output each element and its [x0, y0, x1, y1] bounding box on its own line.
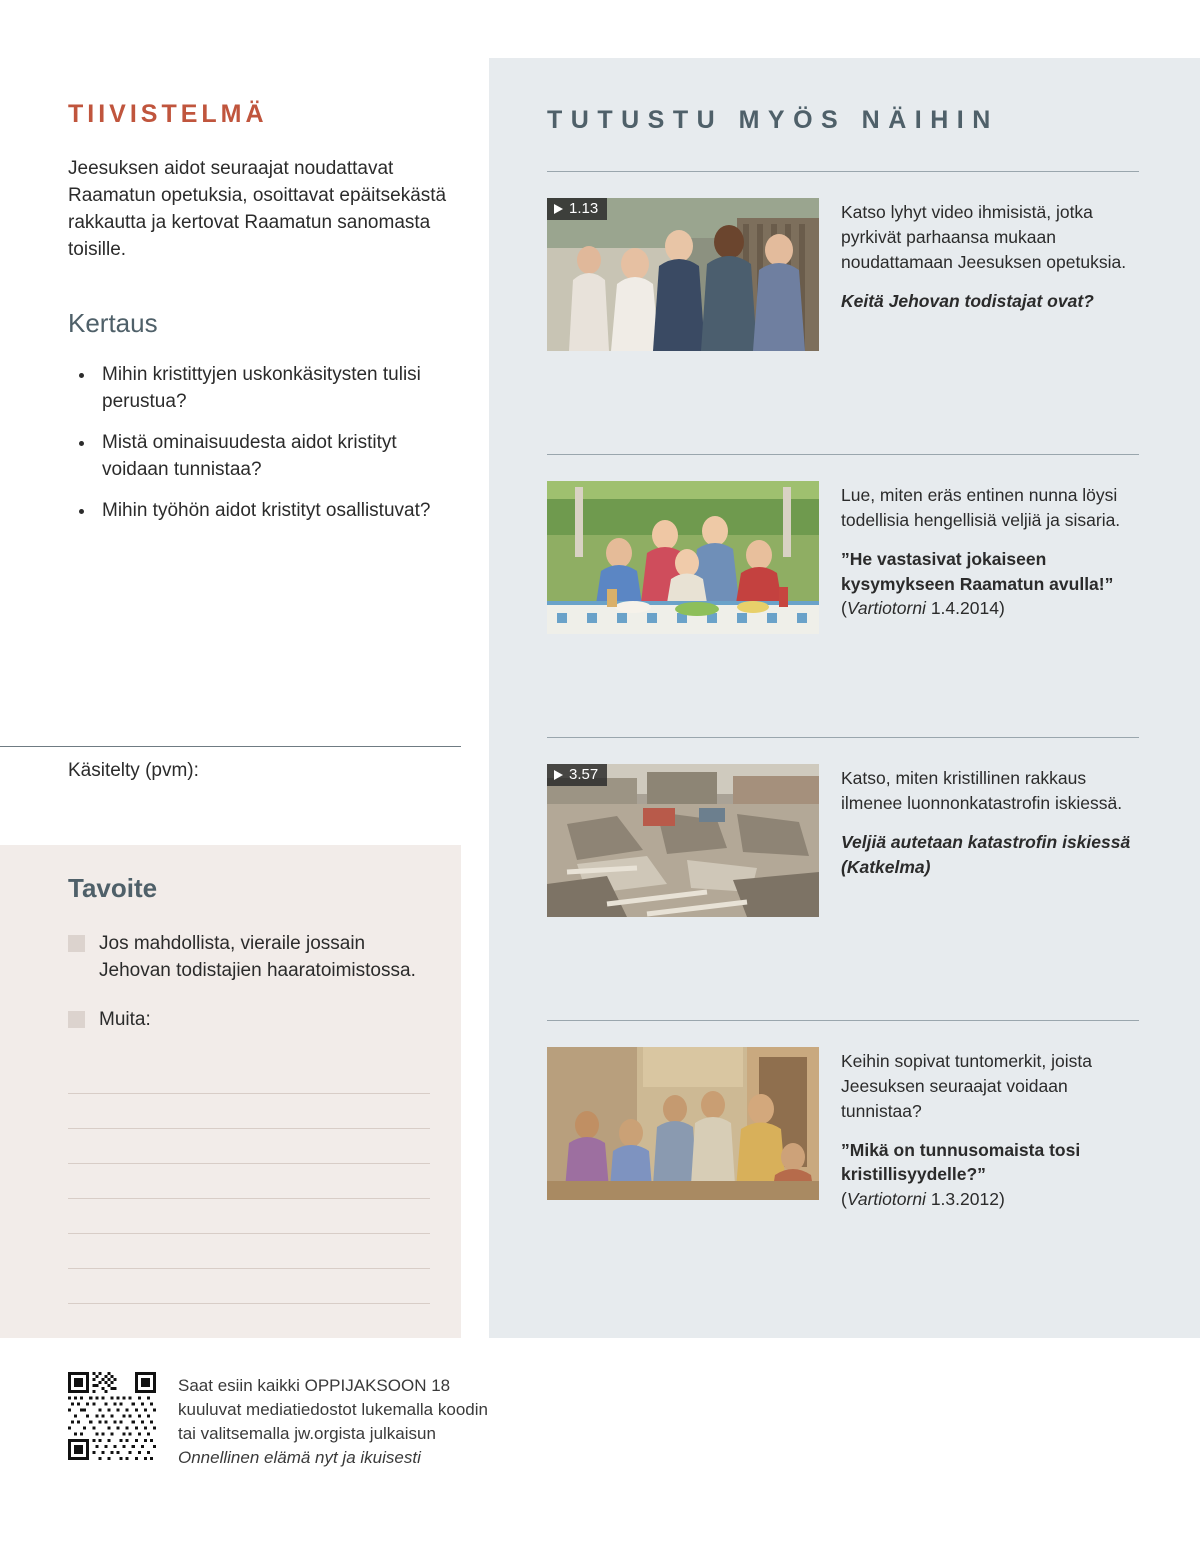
media-thumbnail-wrap[interactable] [547, 1047, 819, 1277]
video-duration-badge [547, 198, 607, 220]
handled-date-label: Käsitelty (pvm): [68, 760, 199, 781]
goal-inner [68, 873, 428, 1055]
review-heading: Kertaus [68, 307, 158, 338]
media-item[interactable] [547, 454, 1139, 711]
footer [68, 1372, 488, 1471]
goal-item-label: Muita: [99, 1009, 151, 1031]
media-publication-date: 1.3.2012 [930, 1189, 999, 1210]
qr-code[interactable] [68, 1372, 156, 1460]
media-reference-title: ”Mikä on tunnusomaista tosi kristillisyydelle?” [841, 1139, 1081, 1185]
write-in-line[interactable] [68, 1233, 430, 1234]
footer-text [178, 1372, 488, 1471]
media-text [841, 198, 1139, 428]
media-reference-title: Veljiä autetaan katastrofin iskiessä (Katkelma) [841, 831, 1131, 877]
list-item: • Mihin työhön aidot kristityt osallistuvat? [96, 497, 468, 524]
media-description: Katso, miten kristillinen rakkaus ilmenee luonnonkatastrofin iskiessä. [841, 768, 1123, 813]
footer-publication-title: Onnellinen elämä nyt ja ikuisesti [178, 1448, 421, 1468]
thumbnail-family-meal[interactable] [547, 481, 819, 634]
media-reference[interactable]: ”Mikä on tunnusomaista tosi kristillisyydelle?” (Vartiotorni 1.3.2012) [841, 1139, 1081, 1210]
summary-text: Jeesuksen aidot seuraajat noudattavat Raamatun opetuksia, osoittavat epäitsekästä rakkautta ja kertovat Raamatun sanomasta toisille. [68, 158, 447, 261]
media-item[interactable] [547, 737, 1139, 994]
media-reference-title: Keitä Jehovan todistajat ovat? [841, 290, 1094, 311]
media-thumbnail-wrap[interactable] [547, 198, 819, 428]
goal-item[interactable] [68, 1006, 428, 1033]
media-reference[interactable] [841, 830, 1139, 880]
summary-column [68, 100, 468, 538]
media-thumbnail-wrap[interactable] [547, 481, 819, 711]
media-thumbnail-wrap[interactable] [547, 764, 819, 994]
see-also-inner [547, 106, 1139, 1303]
checkbox-icon[interactable] [68, 1011, 85, 1028]
write-in-line[interactable] [68, 1268, 430, 1269]
goal-heading: Tavoite [68, 873, 158, 903]
media-description: Keihin sopivat tuntomerkit, joista Jeesuksen seuraajat voidaan tunnistaa? [841, 1051, 1092, 1121]
video-duration: 3.57 [569, 766, 599, 783]
video-duration: 1.13 [569, 200, 599, 217]
checkbox-icon[interactable] [68, 935, 85, 952]
write-in-line[interactable] [68, 1128, 430, 1129]
write-in-line[interactable] [68, 1198, 430, 1199]
write-in-line[interactable] [68, 1093, 430, 1094]
see-also-heading: TUTUSTU MYÖS NÄIHIN [547, 106, 999, 134]
media-description: Lue, miten eräs entinen nunna löysi todellisia hengellisiä veljiä ja sisaria. [841, 485, 1121, 530]
media-publication: Vartiotorni [846, 1189, 926, 1210]
play-icon [554, 770, 563, 780]
footer-line-2: kuuluvat mediatiedostot lukemalla koodin [178, 1400, 488, 1420]
media-reference-title: ”He vastasivat jokaiseen kysymykseen Raamatun avulla!” [841, 548, 1114, 594]
write-in-lines[interactable] [68, 1093, 430, 1338]
media-reference[interactable] [841, 289, 1139, 314]
write-in-line[interactable] [68, 1163, 430, 1164]
media-description: Katso lyhyt video ihmisistä, jotka pyrkivät parhaansa mukaan noudattamaan Jeesuksen opetuksia. [841, 202, 1127, 272]
goal-section [0, 845, 461, 1338]
media-text [841, 764, 1139, 994]
media-publication: Vartiotorni [846, 598, 926, 619]
media-text [841, 481, 1139, 711]
goal-item-label: Jos mahdollista, vieraile jossain Jehovan todistajien haaratoimistossa. [99, 933, 416, 982]
media-item[interactable] [547, 171, 1139, 428]
media-text [841, 1047, 1139, 1277]
media-reference[interactable]: ”He vastasivat jokaiseen kysymykseen Raamatun avulla!” (Vartiotorni 1.4.2014) [841, 548, 1114, 619]
summary-heading: TIIVISTELMÄ [68, 100, 268, 128]
media-publication-date: 1.4.2014 [930, 598, 999, 619]
play-icon [554, 204, 563, 214]
list-item: • Mihin kristittyjen uskonkäsitysten tulisi perustua? [96, 361, 468, 415]
review-list [68, 361, 468, 525]
video-duration-badge [547, 764, 607, 786]
thumbnail-disaster-rubble[interactable] [547, 764, 819, 917]
list-item: • Mistä ominaisuudesta aidot kristityt voidaan tunnistaa? [96, 429, 468, 483]
thumbnail-bible-scene[interactable] [547, 1047, 819, 1200]
write-in-line[interactable] [68, 1303, 430, 1304]
divider [0, 746, 461, 747]
media-item[interactable] [547, 1020, 1139, 1277]
footer-line-3: tai valitsemalla jw.orgista julkaisun [178, 1424, 436, 1444]
footer-line-1: Saat esiin kaikki OPPIJAKSOON 18 [178, 1376, 451, 1395]
thumbnail-preaching-people[interactable] [547, 198, 819, 351]
see-also-panel [489, 58, 1200, 1338]
goal-item[interactable] [68, 930, 428, 984]
